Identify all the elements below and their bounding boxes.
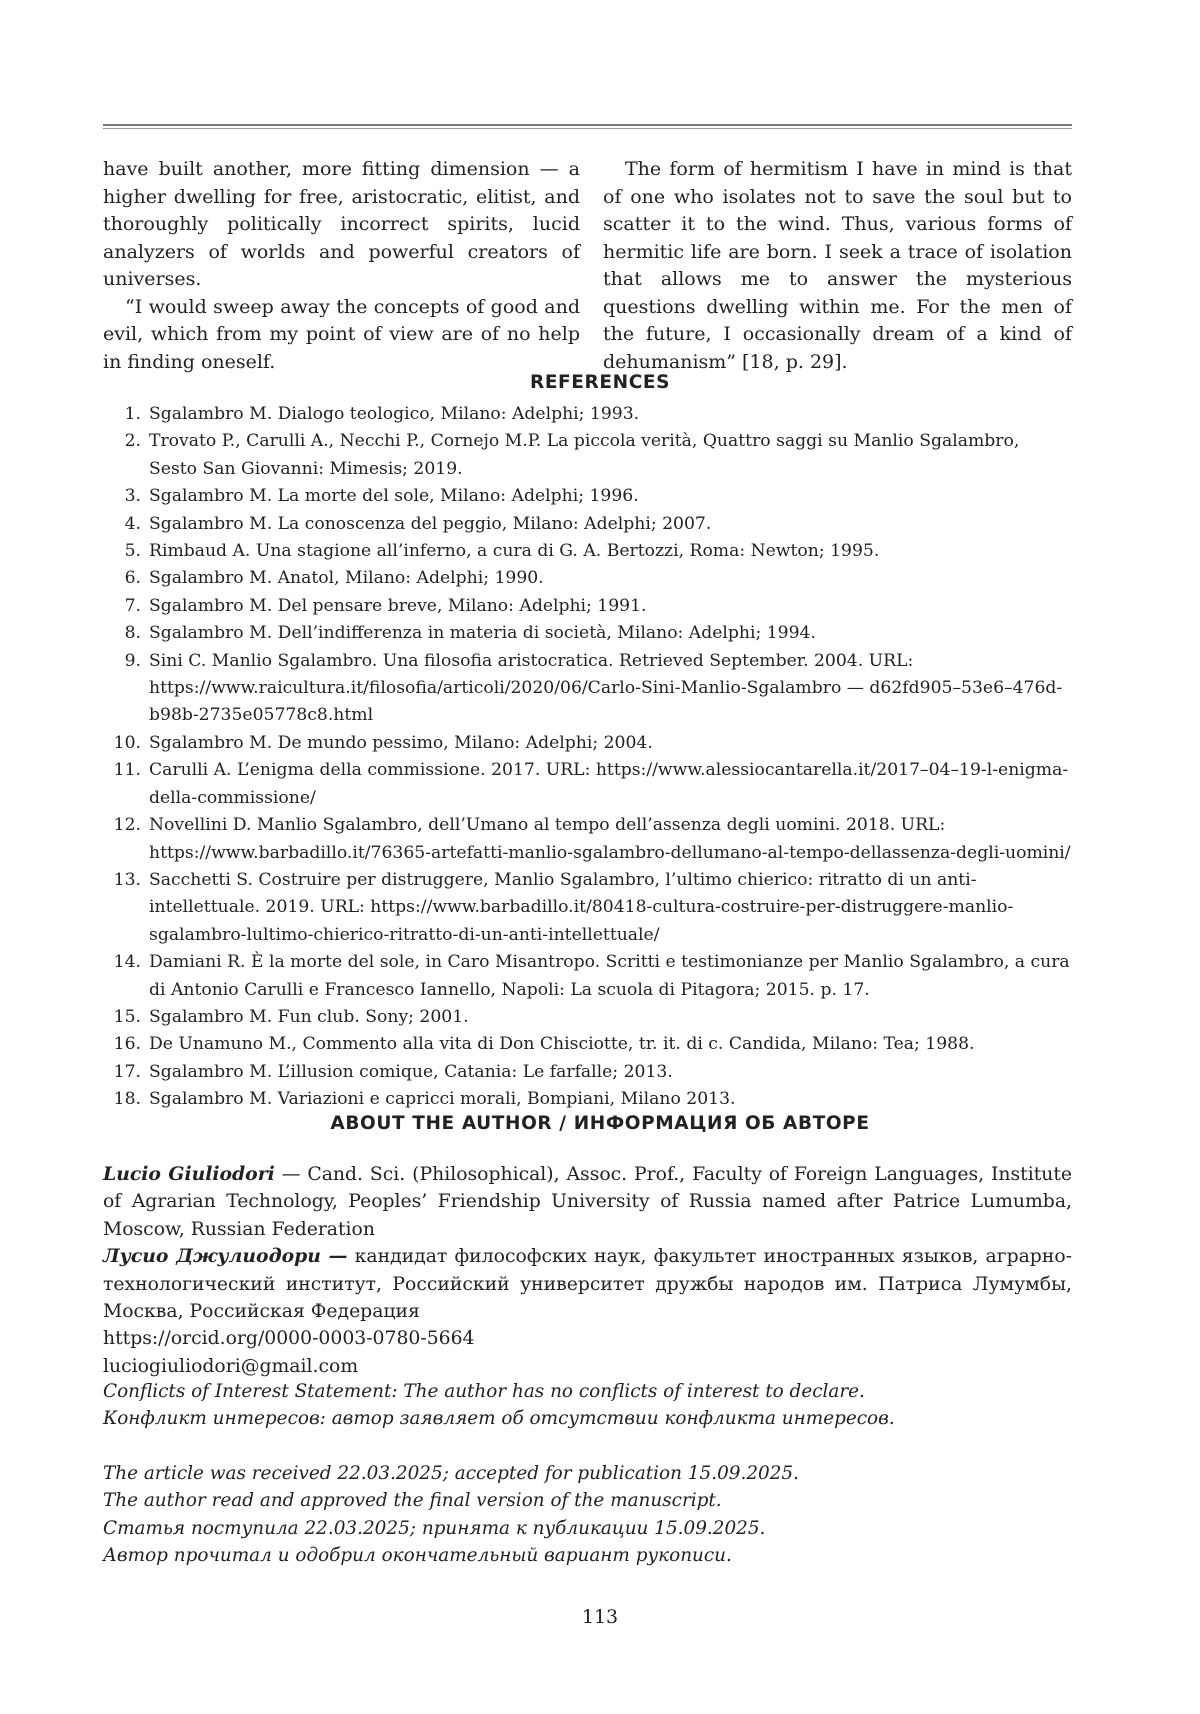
reference-item: 17. Sgalambro M. L’illusion comique, Catania: Le farfalle; 2013. xyxy=(113,1061,673,1082)
email-link[interactable]: luciogiuliodori@gmail.com xyxy=(103,1355,359,1377)
article-info xyxy=(103,1460,1072,1570)
reference-item: 6. Sgalambro M. Anatol, Milano: Adelphi; 1990. xyxy=(124,568,544,589)
reference-item: 16. De Unamuno M., Commento alla vita di Don Chisciotte, tr. it. di c. Candida, Milano: Tea; 1988. xyxy=(113,1034,975,1055)
reference-item: 18. Sgalambro M. Variazioni e capricci morali, Bompiani, Milano 2013. xyxy=(113,1089,736,1110)
body-paragraph: The form of hermitism I have in mind is that of one who isolates not to save the soul but to scatter it to the wind. Thus, various forms of hermitic life are born. I seek a trace of isolation that allows me to answer the mysterious questions dwelling within me. For the men of the future, I occasionally dream of a kind of dehumanism” [18, p. 29]. xyxy=(603,158,1072,373)
body-column-left xyxy=(103,156,580,376)
reference-item: 15. Sgalambro M. Fun club. Sony; 2001. xyxy=(113,1006,469,1027)
reference-item: 14. Damiani R. È la morte del sole, in Caro Misantropo. Scritti e testimonianze per Manlio Sgalambro, a cura di Antonio Carulli e Francesco Iannello, Napoli: La scuola di Pitagora; 2015. p. 17. xyxy=(113,952,1070,1000)
reference-item: 11. Carulli A. L’enigma della commissione. 2017. URL: https://www.alessiocantarella.it/2017–04–19-l-enigma-della-commissione/ xyxy=(113,760,1069,808)
reference-item: 9. Sini C. Manlio Sgalambro. Una filosofia aristocratica. Retrieved September. 2004. URL: https://www.raicultura.it/filosofia/articoli/2020/06/Carlo-Sini-Manlio-Sgalambro — d62fd905–53e6–476d-b98b-2735e05778c8.html xyxy=(124,650,1063,726)
reference-item: 5. Rimbaud A. Una stagione all’inferno, a cura di G. A. Bertozzi, Roma: Newton; 1995. xyxy=(124,541,880,562)
header-rule xyxy=(103,124,1072,129)
body-paragraph-quote: “I would sweep away the concepts of good and evil, which from my point of view are of no help in finding oneself. xyxy=(103,295,580,373)
author-info xyxy=(103,1161,1072,1380)
orcid-link[interactable]: https://orcid.org/0000-0003-0780-5664 xyxy=(103,1328,475,1350)
conflicts-en: Conflicts of Interest Statement: The author has no conflicts of interest to declare. xyxy=(103,1381,865,1402)
references-list xyxy=(103,401,1072,1114)
body-paragraph: have built another, more fitting dimension — a higher dwelling for free, aristocratic, elitist, and thoroughly politically incorrect spirits, lucid analyzers of worlds and powerful creators of universes. xyxy=(103,158,580,290)
reference-item: 10. Sgalambro M. De mundo pessimo, Milano: Adelphi; 2004. xyxy=(113,732,653,753)
reference-item: 12. Novellini D. Manlio Sgalambro, dell’Umano al tempo dell’assenza degli uomini. 2018. URL: https://www.barbadillo.it/76365-artefatti-manlio-sgalambro-dellumano-al-tempo-dellassenza-degli-uomini/ xyxy=(113,815,1071,863)
reference-item: 3. Sgalambro M. La morte del sole, Milano: Adelphi; 1996. xyxy=(124,486,639,507)
author-desc-ru: кандидат философских наук, факультет иностранных языков, аграрно-технологический институт, Российский университет дружбы народов им. Патриса Лумумбы, Москва, Российская Федерация xyxy=(103,1246,1072,1323)
references-heading: REFERENCES xyxy=(529,372,671,393)
reference-item: 8. Sgalambro M. Dell’indifferenza in materia di società, Milano: Adelphi; 1994. xyxy=(124,623,816,644)
received-en: The article was received 22.03.2025; accepted for publication 15.09.2025. xyxy=(103,1463,799,1484)
received-ru: Статья поступила 22.03.2025; принята к публикации 15.09.2025. xyxy=(103,1517,766,1539)
author-info-ru xyxy=(103,1243,1072,1325)
reference-item: 13. Sacchetti S. Costruire per distruggere, Manlio Sgalambro, l’ultimo chierico: ritratto di un anti-intellettuale. 2019. URL: https://www.barbadillo.it/80418-cultura-costruire-per-distruggere-manlio-sgalambro-lultimo-chierico-ritratto-di-un-anti-intellettuale/ xyxy=(113,869,1014,945)
reference-item: 4. Sgalambro M. La conoscenza del peggio, Milano: Adelphi; 2007. xyxy=(124,513,712,534)
approved-ru: Автор прочитал и одобрил окончательный вариант рукописи. xyxy=(103,1545,732,1567)
body-column-right xyxy=(603,156,1072,376)
reference-item: 7. Sgalambro M. Del pensare breve, Milano: Adelphi; 1991. xyxy=(124,595,647,616)
author-name-en: Lucio Giuliodori xyxy=(103,1163,275,1185)
page-number: 113 xyxy=(581,1606,619,1628)
approved-en: The author read and approved the final version of the manuscript. xyxy=(103,1490,722,1512)
author-name-ru: Лусио Джулиодори — xyxy=(103,1245,348,1268)
conflicts-ru: Конфликт интересов: автор заявляет об отсутствии конфликта интересов. xyxy=(103,1408,895,1430)
conflicts-statement xyxy=(103,1378,1072,1433)
reference-item: 2. Trovato P., Carulli A., Necchi P., Cornejo M.P. La piccola verità, Quattro saggi su Manlio Sgalambro, Sesto San Giovanni: Mimesis; 2019. xyxy=(124,431,1020,479)
author-info-en xyxy=(103,1161,1072,1243)
reference-item: 1. Sgalambro M. Dialogo teologico, Milano: Adelphi; 1993. xyxy=(124,404,640,424)
about-author-heading: ABOUT THE AUTHOR / ИНФОРМАЦИЯ ОБ АВТОРЕ xyxy=(330,1113,870,1134)
author-desc-en: — Cand. Sci. (Philosophical), Assoc. Prof., Faculty of Foreign Languages, Institute of Agrarian Technology, Peoples’ Friendship University of Russia named after Patrice Lumumba, Moscow, Russian Federation xyxy=(103,1164,1073,1240)
